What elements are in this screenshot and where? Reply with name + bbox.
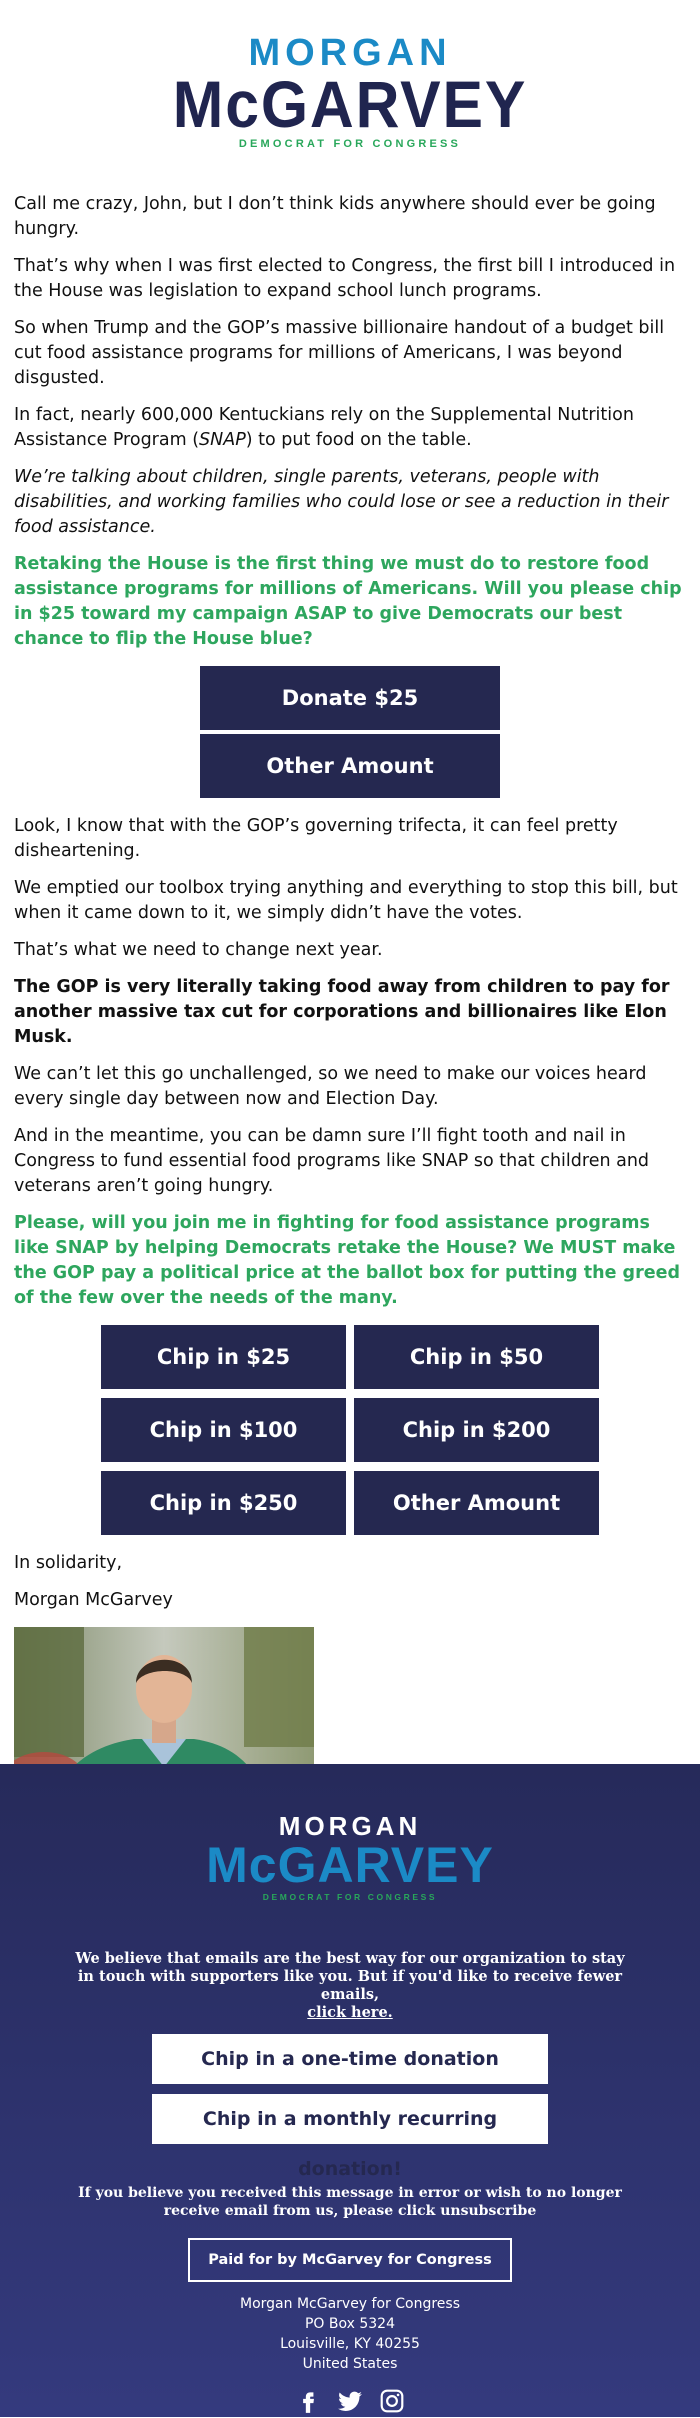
paid-for-box: Paid for by McGarvey for Congress xyxy=(188,2238,511,2282)
address-line: United States xyxy=(302,2356,398,2372)
paragraph-bold: The GOP is very literally taking food away from children to pay for another massive tax cut for corporations and billionaires like Elon Musk. xyxy=(14,977,670,1047)
donate-25-button[interactable]: Donate $25 xyxy=(200,666,500,730)
email-preference-note xyxy=(70,1950,630,2022)
logo-last-name: McGARVEY xyxy=(172,67,528,141)
fewer-emails-link[interactable]: click here. xyxy=(307,2004,393,2021)
paragraph: That’s why when I was first elected to Congress, the first bill I introduced in the House was legislation to expand school lunch programs. xyxy=(14,256,676,301)
paragraph: And in the meantime, you can be damn sure I’ll fight tooth and nail in Congress to fund essential food programs like SNAP so that children and veterans aren’t going hungry. xyxy=(14,1126,650,1196)
text-segment: In fact, nearly 600,000 Kentuckians rely on the Supplemental Nutrition Assistance Program ( xyxy=(14,405,634,450)
footer-logo xyxy=(0,1764,700,1902)
mailing-address xyxy=(0,2294,700,2374)
header-logo xyxy=(0,0,700,150)
paragraph: So when Trump and the GOP’s massive billionaire handout of a budget bill cut food assistance programs for millions of Americans, I was beyond disgusted. xyxy=(14,318,665,388)
snap-abbr: SNAP xyxy=(199,430,246,450)
monthly-donation-button[interactable]: Chip in a monthly recurring donation! xyxy=(152,2094,548,2144)
footer-logo-tagline: DEMOCRAT FOR CONGRESS xyxy=(262,1892,438,1902)
unsubscribe-note[interactable]: If you believe you received this message in error or wish to no longer receive email from us, please click unsubscribe xyxy=(78,2185,622,2219)
logo-tagline: DEMOCRAT FOR CONGRESS xyxy=(238,138,462,150)
chip-in-50-button[interactable]: Chip in $50 xyxy=(354,1325,599,1389)
paragraph: We can’t let this go unchallenged, so we need to make our voices heard every single day between now and Election Day. xyxy=(14,1064,647,1109)
other-amount-button[interactable]: Other Amount xyxy=(200,734,500,798)
chip-in-200-button[interactable]: Chip in $200 xyxy=(354,1398,599,1462)
twitter-icon[interactable] xyxy=(337,2388,363,2414)
donate-buttons xyxy=(14,664,686,814)
paragraph: We emptied our toolbox trying anything and everything to stop this bill, but when it came down to it, we simply didn’t have the votes. xyxy=(14,878,678,923)
footer-logo-last-name: McGARVEY xyxy=(206,1837,494,1893)
chip-in-grid xyxy=(14,1323,686,1551)
chip-in-100-button[interactable]: Chip in $100 xyxy=(101,1398,346,1462)
chip-in-250-button[interactable]: Chip in $250 xyxy=(101,1471,346,1535)
footer-logo-first-name: MORGAN xyxy=(278,1811,422,1841)
signature: Morgan McGarvey xyxy=(14,1590,173,1610)
paragraph: That’s what we need to change next year. xyxy=(14,940,383,960)
paragraph-italic: We’re talking about children, single parents, veterans, people with disabilities, and working families who could lose or see a reduction in their food assistance. xyxy=(14,467,669,537)
social-links xyxy=(0,2388,700,2414)
address-line: PO Box 5324 xyxy=(304,2316,395,2332)
address-line: Morgan McGarvey for Congress xyxy=(240,2296,460,2312)
paragraph: Look, I know that with the GOP’s governing trifecta, it can feel pretty disheartening. xyxy=(14,816,618,861)
text-segment: ) to put food on the table. xyxy=(245,430,472,450)
chip-other-amount-button[interactable]: Other Amount xyxy=(354,1471,599,1535)
note-text: We believe that emails are the best way for our organization to stay in touch with supporters like you. But if you'd like to receive fewer emails, xyxy=(75,1950,625,2003)
signoff: In solidarity, xyxy=(14,1553,123,1573)
message-content xyxy=(0,132,700,1835)
one-time-donation-button[interactable]: Chip in a one-time donation xyxy=(152,2034,548,2084)
ask-paragraph: Retaking the House is the first thing we must do to restore food assistance programs for millions of Americans. Will you please chip in $25 toward my campaign ASAP to give Democrats our best chance to flip the House blue? xyxy=(14,554,682,649)
address-line: Louisville, KY 40255 xyxy=(280,2336,420,2352)
chip-in-25-button[interactable]: Chip in $25 xyxy=(101,1325,346,1389)
facebook-icon[interactable] xyxy=(295,2388,321,2414)
paragraph xyxy=(14,403,686,453)
instagram-icon[interactable] xyxy=(379,2388,405,2414)
logo-first-name: MORGAN xyxy=(248,32,452,74)
paragraph: Call me crazy, John, but I don’t think kids anywhere should ever be going hungry. xyxy=(14,194,656,239)
ask-paragraph: Please, will you join me in fighting for food assistance programs like SNAP by helping Democrats retake the House? We MUST make the GOP pay a political price at the ballot box for putting the greed of the few over the needs of the many. xyxy=(14,1213,680,1308)
footer xyxy=(0,1764,700,2417)
